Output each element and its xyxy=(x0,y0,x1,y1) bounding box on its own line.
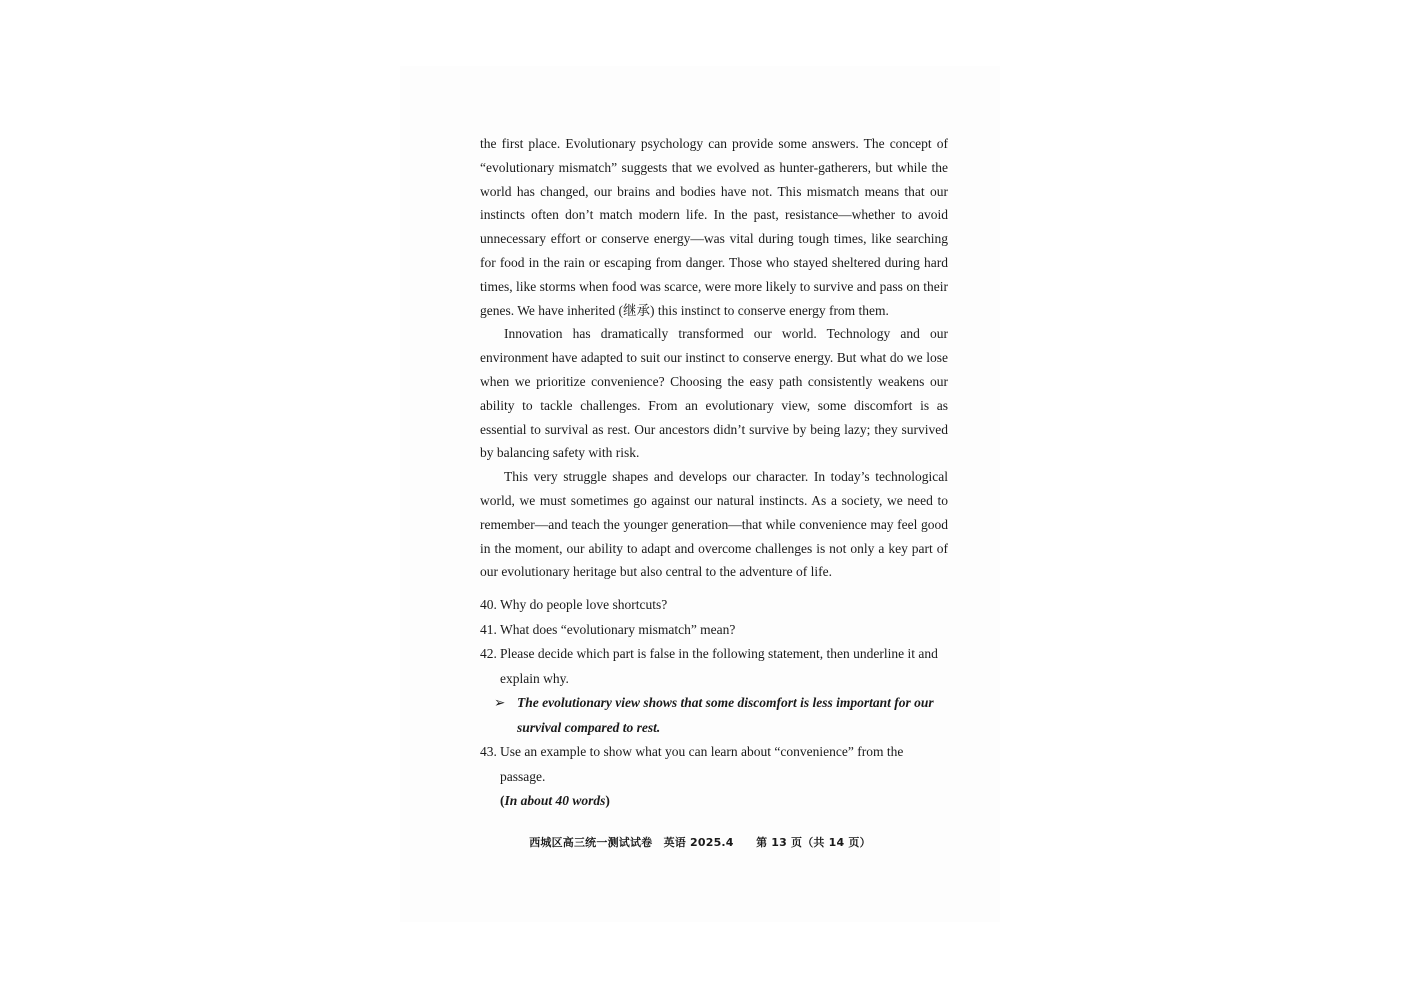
question-list xyxy=(480,593,948,814)
question-41 xyxy=(480,618,948,643)
note-paren-open: ( xyxy=(500,793,505,809)
note-paren-close: ) xyxy=(605,793,610,809)
question-text: Use an example to show what you can learn about “convenience” from the passage. xyxy=(500,744,904,784)
passage-paragraph-1: the first place. Evolutionary psychology can provide some answers. The concept of “evolutionary mismatch” suggests that we evolved as hunter-gatherers, but while the world has changed, our brains and bodies have not. This mismatch means that our instincts often don’t match modern life. In the past, resistance—whether to avoid unnecessary effort or conserve energy—was vital during tough times, like searching for food in the rain or escaping from danger. Those who stayed sheltered during hard times, like storms when food was scarce, were more likely to survive and pass on their genes. We have inherited (继承) this instinct to conserve energy from them. xyxy=(480,136,948,318)
page-footer: 西城区高三统一测试试卷 英语 2025.4 第 13 页（共 14 页） xyxy=(529,836,871,849)
reading-passage xyxy=(480,132,948,584)
statement-text: The evolutionary view shows that some discomfort is less important for our survival compared to rest. xyxy=(517,695,934,735)
question-text: Why do people love shortcuts? xyxy=(500,597,668,613)
exam-content xyxy=(480,132,948,814)
question-text: Please decide which part is false in the following statement, then underline it and explain why. xyxy=(500,646,938,686)
word-limit-note xyxy=(480,789,948,814)
question-43 xyxy=(480,740,948,789)
question-number: 43. xyxy=(480,744,497,760)
note-text: In about 40 words xyxy=(504,793,606,809)
question-number: 41. xyxy=(480,621,497,637)
question-number: 40. xyxy=(480,597,497,613)
question-40 xyxy=(480,593,948,618)
question-42-statement xyxy=(480,691,948,740)
question-number: 42. xyxy=(480,646,497,662)
arrow-bullet-icon: ➢ xyxy=(494,695,506,711)
passage-paragraph-2: Innovation has dramatically transformed our world. Technology and our environment have adapted to suit our instinct to conserve energy. But what do we lose when we prioritize convenience? Choosing the easy path consistently weakens our ability to tackle challenges. From an evolutionary view, some discomfort is as essential to survival as rest. Our ancestors didn’t survive by being lazy; they survived by balancing safety with risk. xyxy=(480,326,948,461)
passage-paragraph-3: This very struggle shapes and develops our character. In today’s technological world, we must sometimes go against our natural instincts. As a society, we need to remember—and teach the younger generation—that while convenience may feel good in the moment, our ability to adapt and overcome challenges is not only a key part of our evolutionary heritage but also central to the adventure of life. xyxy=(480,469,948,580)
question-42 xyxy=(480,642,948,691)
question-text: What does “evolutionary mismatch” mean? xyxy=(500,621,736,637)
